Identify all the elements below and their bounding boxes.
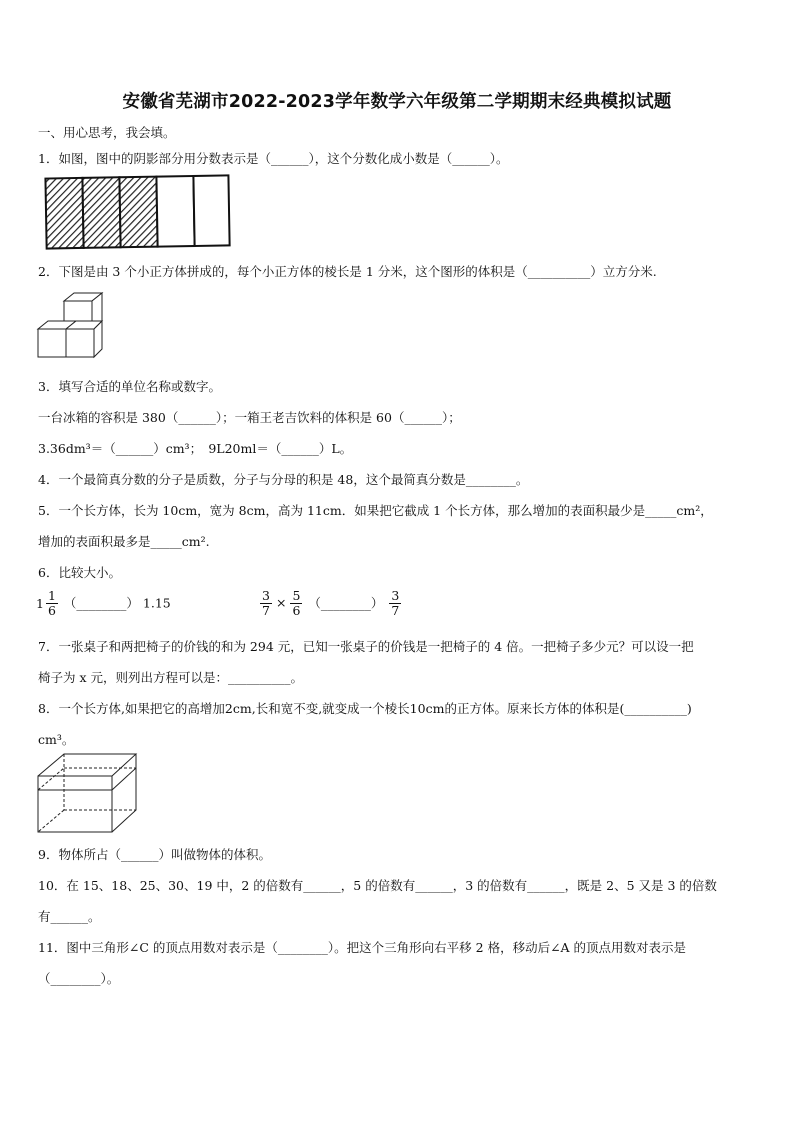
section-heading: 一、用心思考，我会填。 xyxy=(38,125,176,140)
comparison-left xyxy=(36,589,171,619)
question-2: 2．下图是由 3 个小正方体拼成的，每个小正方体的棱长是 1 分米，这个图形的体积是（__________）立方分米. xyxy=(38,264,657,279)
question-9: 9．物体所占（______）叫做物体的体积。 xyxy=(38,847,271,862)
fraction: $\frac{1}{6}$ xyxy=(47,588,56,619)
comparison-blank[interactable]: （________） xyxy=(63,595,139,611)
shaded-part xyxy=(45,178,83,249)
shaded-part xyxy=(119,177,157,248)
question-8-line2: cm³。 xyxy=(38,732,75,747)
unshaded-part xyxy=(193,175,229,246)
question-11-line2: （________）。 xyxy=(38,971,120,986)
fraction: $\frac{3}{7}$ xyxy=(391,588,400,619)
shaded-part xyxy=(82,177,120,248)
question-3-line2: 3.36dm³＝（______）cm³； 9L20ml＝（______）L。 xyxy=(38,441,353,456)
question-5-line1: 5．一个长方体，长为 10cm，宽为 8cm，高为 11cm．如果把它截成 1 个长方体，那么增加的表面积最少是_____cm²， xyxy=(38,503,713,518)
question-10-line2: 有______。 xyxy=(38,909,101,924)
fraction: $\frac{5}{6}$ xyxy=(292,588,301,619)
question-5-line2: 增加的表面积最多是_____cm². xyxy=(38,534,210,549)
mixed-whole: 1 xyxy=(36,596,44,612)
question-7-line2: 椅子为 x 元，则列出方程可以是：__________。 xyxy=(38,670,303,685)
question-10-line1: 10．在 15、18、25、30、19 中，2 的倍数有______，5 的倍数有______，3 的倍数有______，既是 2、5 又是 3 的倍数 xyxy=(38,878,717,893)
question-3-line1: 一台冰箱的容积是 380（______）；一箱王老吉饮料的体积是 60（______）； xyxy=(38,410,461,425)
shaded-fraction-figure xyxy=(42,170,232,252)
comparison-blank[interactable]: （________） xyxy=(308,595,384,611)
question-3-intro: 3．填写合适的单位名称或数字。 xyxy=(38,379,221,394)
comparison-value: 1.15 xyxy=(142,595,171,611)
question-1: 1．如图，图中的阴影部分用分数表示是（______），这个分数化成小数是（______）。 xyxy=(38,151,509,166)
comparison-right xyxy=(258,589,403,619)
cubes-figure xyxy=(36,292,108,360)
question-11-line1: 11．图中三角形∠C 的顶点用数对表示是（________）。把这个三角形向右平移 2 格，移动后∠A 的顶点用数对表示是 xyxy=(38,940,687,955)
question-4: 4．一个最简真分数的分子是质数，分子与分母的积是 48，这个最简真分数是________。 xyxy=(38,472,529,487)
question-6-intro: 6．比较大小。 xyxy=(38,565,121,580)
fraction: $\frac{3}{7}$ xyxy=(262,588,270,619)
page-title: 安徽省芜湖市2022-2023学年数学六年级第二学期期末经典模拟试题 xyxy=(122,92,672,112)
unshaded-part xyxy=(156,176,194,247)
question-7-line1: 7．一张桌子和两把椅子的价钱的和为 294 元，已知一张桌子的价钱是一把椅子的 4 倍。一把椅子多少元？可以设一把 xyxy=(38,639,694,654)
question-8-line1: 8．一个长方体,如果把它的高增加2cm,长和宽不变,就变成一个棱长10cm的正方体。原来长方体的体积是(__________) xyxy=(38,701,692,716)
cuboid-figure xyxy=(36,752,140,836)
multiply-sign: × xyxy=(275,595,287,611)
